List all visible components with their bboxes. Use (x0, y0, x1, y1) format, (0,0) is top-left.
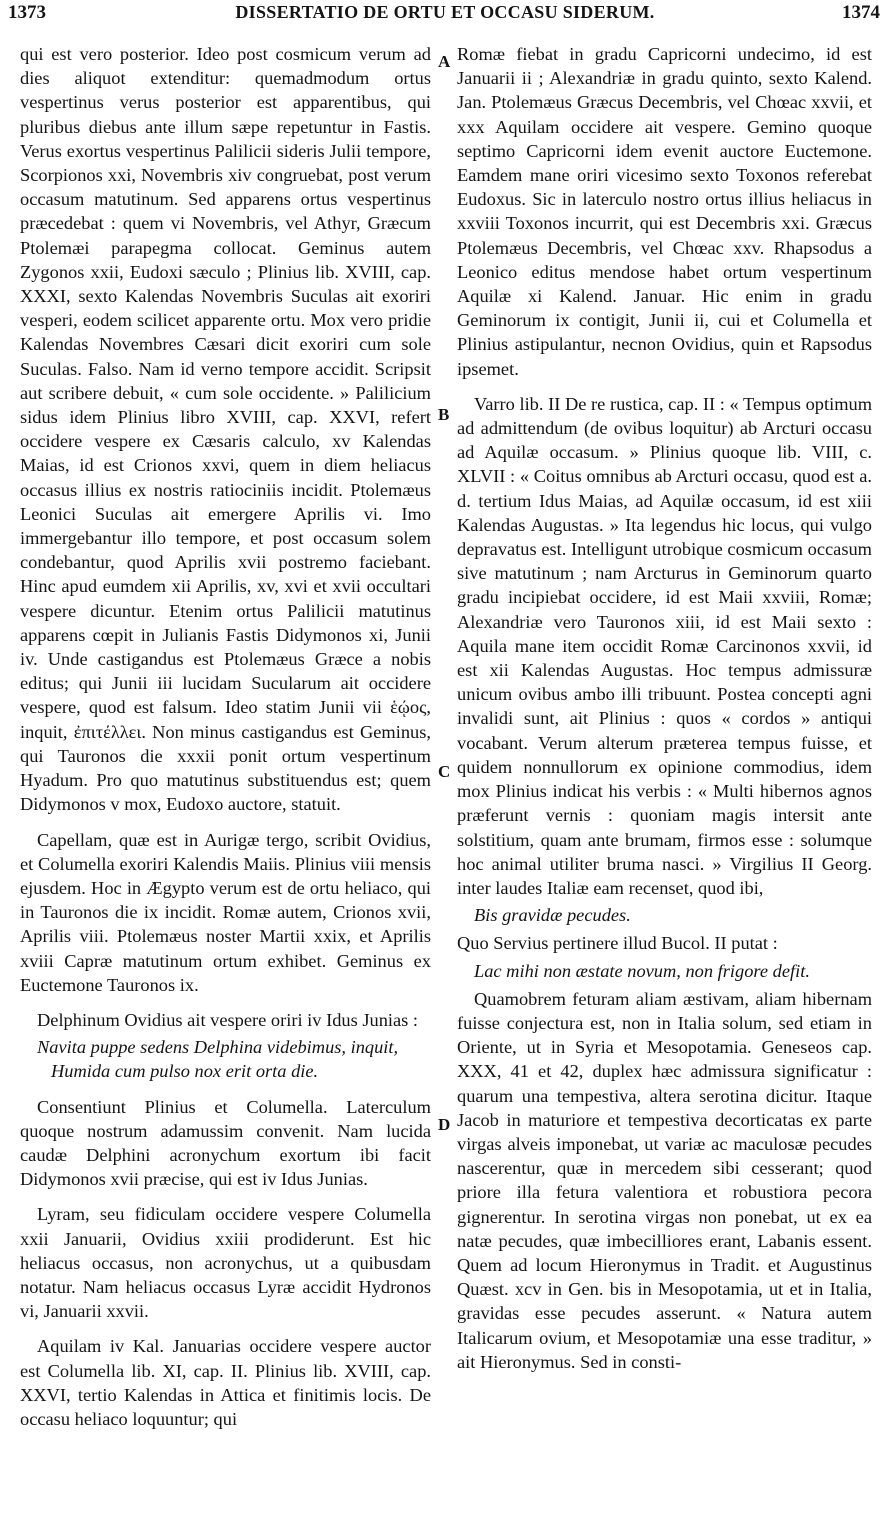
verse-quotation (20, 1035, 431, 1083)
verse-line: Lac mihi non æstate novum, non frigore defit. (474, 960, 810, 981)
running-header (0, 2, 890, 32)
paragraph: Lyram, seu fidiculam occidere vespere Columella xxii Januarii, Ovidius xxiii prodiderunt. Est hic heliacus occasus, non acronychus, ut a quibusdam notatur. Nam heliacus occasus Lyræ accidit Hydronos vi, Januarii xxvii. (20, 1204, 431, 1322)
verse-quotation (457, 903, 872, 927)
margin-marker-c: C (438, 762, 451, 781)
page-number-left: 1373 (8, 2, 46, 23)
margin-marker-b: B (438, 405, 450, 424)
verse-line: Bis gravidæ pecudes. (474, 905, 631, 926)
margin-marker-d: D (438, 1115, 451, 1134)
paragraph: qui est vero posterior. Ideo post cosmicum verum ad dies aliquot extenditur: quemadmodum ortus vespertinus verus posterior est apparentibus, qui pluribus diebus ante illum sæpe repetuntur in Fastis. Verus exortus vespertinus Palilicii sideris Julii tempore, Scorpionos xxi, Novembris xiv congruebat, post verum occasum matutinum. Sed apparens ortus vespertinus præcedebat : quem vi Novembris, vel Athyr, Græcum Ptolemæi parapegma collocat. Geminus autem Zygonos xxii, Eudoxi sæculo ; Plinius lib. XVIII, cap. XXXI, sexto Kalendas Novembris Suculas ait exoriri vesperi, eodem scilicet apparente ortu. Mox vero pridie Kalendas Novembres Cæsari dicit exoriri cum sole Suculas. Falso. Nam id verno tempore accidit. Scripsit aut scribere debuit, « cum sole occidente. » Palilicium sidus idem Plinius libro XVIII, cap. XXVI, refert occidere vespere ex Cæsaris calculo, xv Kalendas Maias, id est Crionos xxvi, quem in diem heliacus occasus illius ex nostris ratiociniis incidit. Ptolemæus Leonici Suculas ait emergere Aprilis vi. Imo immergebantur illo tempore, et post occasum solem condebantur, quod Aprilis xvii postremo faciebant. Hinc apud eumdem xii Aprilis, xv, xvi et xvii occultari vespere dicuntur. Etenim ortus Palilicii matutinus apparens cœpit in Julianis Fastis Didymonos xi, Junii iv. Unde castigandus est Ptolemæus Græce a nobis editus; qui Junii iii lucidam Sucularum ait occidere vespere, quod est falsum. Ideo statim Junii vii ἑῴος, inquit, ἐπιτέλλει. Non minus castigandus est Geminus, qui Tauronos die xxxii ponit ortum vespertinum Hyadum. Pro quo matutinus substituendus est; quem Didymonos v mox, Eudoxo auctore, statuit. (20, 44, 431, 815)
margin-marker-a: A (438, 52, 451, 71)
paragraph: Romæ fiebat in gradu Capricorni undecimo, id est Januarii ii ; Alexandriæ in gradu quinto, sexto Kalend. Jan. Ptolemæus Græcus Decembris, vel Chœac xxvii, et xxx Aquilam occidere ait vespere. Gemino quoque septimo Capricorni idem evenit auctore Euctemone. Eamdem mane oriri vicesimo sexto Toxonos referebat Eudoxus. Sic in laterculo nostro ortus illius heliacus in xxviii Toxonos incurrit, qui est Decembris xxi. Græcus Ptolemæus Decembris, vel Chœac xxv. Rhapsodus a Leonico editus mendose habet ortum vespertinum Aquilæ xi Kalend. Januar. Hic enim in gradu Geminorum ix contigit, Junii ii, cui et Columella et Plinius astipulantur, necnon Ovidius, quin et Rapsodus ipsemet. (457, 44, 872, 379)
paragraph: Aquilam iv Kal. Januarias occidere vespere auctor est Columella lib. XI, cap. II. Plinius lib. XVIII, cap. XXVI, tertio Kalendas in Attica et finitimis locis. De occasu heliaco loquuntur; qui (20, 1336, 431, 1429)
verse-quotation (457, 959, 872, 983)
left-column (20, 42, 431, 1431)
paragraph: Capellam, quæ est in Aurigæ tergo, scribit Ovidius, et Columella exoriri Kalendis Maiis. Plinius viii mensis ejusdem. Hoc in Ægypto verum est de ortu heliaco, qui in Tauronos die ix incidit. Romæ autem, Crionos xvii, Aprilis viii. Ptolemæus noster Martii xxix, et Aprilis xviii Capræ matutinum ortum exhibet. Geminus ex Euctemone Tauronos ix. (20, 829, 431, 995)
paragraph: Consentiunt Plinius et Columella. Laterculum quoque nostrum adamussim convenit. Nam lucida caudæ Delphini acronychum exortum ibi facit Didymonos xvii præcise, qui est iv Idus Junias. (20, 1096, 431, 1190)
paragraph: Quamobrem feturam aliam æstivam, aliam hibernam fuisse conjectura est, non in Italia solum, sed etiam in Oriente, ut in Syria et Mesopotamia. Geneseos cap. XXX, 41 et 42, duplex hæc admissura significatur : quarum una tempestiva, altera serotina dicitur. Itaque Jacob in maturiore et tempestiva decorticatas ex parte virgas alveis imponebat, ut variæ ac maculosæ pecudes nascerentur, quæ in mercedem sibi cesserant; quod priore illa fetura valentiora et robustiora pecora gignerentur. In serotina virgas non ponebat, ut ex ea natæ pecudes, quæ imbecilliores erant, Labanis essent. Quem ad locum Hieronymus in Tradit. et Augustinus Quæst. xcv in Gen. bis in Mesopotamia, ut et in Italia, gravidas esse pecudes asserunt. « Natura autem Italicarum ovium, et Mesopotamiæ una esse traditur, » ait Hieronymus. Sed in consti- (457, 988, 872, 1372)
paragraph: Varro lib. II De re rustica, cap. II : « Tempus optimum ad admittendum (de ovibus loquitur) ab Arcturi occasu ad Aquilæ occasum. » Plinius quoque lib. VIII, c. XLVII : « Coitus omnibus ab Arcturi occasu, quod est a. d. tertium Idus Maias, ad Aquilæ occasum, id est xiii Kalendas Augustas. » Ita legendus hic locus, qui vulgo depravatus est. Intelligunt utrobique cosmicum occasum sive matutinum ; nam Arcturus in Geminorum quarto gradu incipiebat occidere, id est Maii xxviii, Romæ; Alexandriæ vero Tauronos xiii, id est Maii sexto : Aquila mane item occidit Romæ Carcinonos xxvii, id est xii Kalendas Augustas. Hoc tempus admissuræ unicum ovibus ambo illi tribuunt. Postea concepti agni invalidi sunt, ait Plinius : quos « cordos » antiqui vocabant. Verum alterum præterea tempus fuisse, et quidem nonnullorum ex opinione commodius, idem mox Plinius indicat his verbis : « Multi hibernos agnos præferunt vernis : quoniam magis intersit ante solstitium, quam ante brumam, firmos esse : solumque hoc animal utiliter bruma nasci. » Virgilius II Georg. inter laudes Italiæ eam recenset, quod ibi, (457, 393, 872, 898)
verse-line: Humida cum pulso nox erit orta die. (51, 1061, 319, 1082)
verse-line: Navita puppe sedens Delphina videbimus, inquit, (37, 1037, 399, 1058)
paragraph: Quo Servius pertinere illud Bucol. II putat : (457, 933, 778, 954)
right-column (457, 42, 872, 1374)
running-title: DISSERTATIO DE ORTU ET OCCASU SIDERUM. (235, 2, 655, 22)
paragraph: Delphinum Ovidius ait vespere oriri iv Idus Junias : (37, 1009, 419, 1030)
page-number-right: 1374 (842, 2, 880, 23)
